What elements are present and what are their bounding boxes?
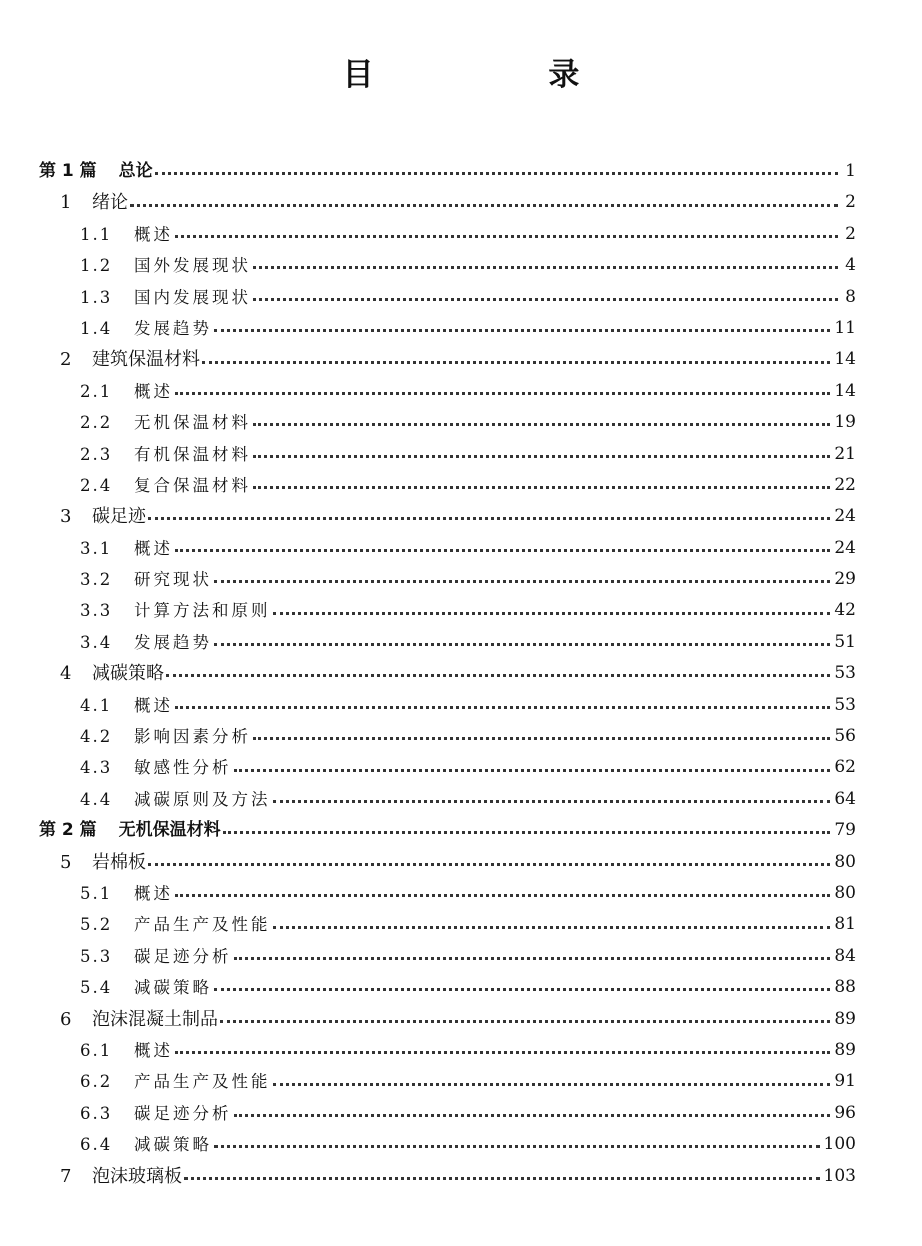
toc-entry-section: [0, 407, 922, 438]
toc-entry-page: 81: [834, 914, 856, 935]
toc-entry-label: [80, 376, 173, 407]
toc-entry-page: 62: [834, 757, 856, 778]
toc-entry-title: 概述: [134, 381, 173, 401]
toc-entry-label: [80, 313, 212, 344]
toc-entry-page: 53: [834, 663, 856, 684]
dot-leader: [148, 863, 830, 866]
toc-entry-number: 3.2: [80, 570, 113, 590]
toc-entry-label: [80, 564, 212, 595]
toc-entry-chapter: [0, 501, 922, 532]
dot-leader: [175, 235, 838, 238]
toc-entry-section: [0, 972, 922, 1003]
dot-leader: [234, 957, 831, 960]
dot-leader: [273, 800, 831, 803]
toc-entry-title: 碳足迹分析: [134, 1103, 232, 1123]
table-of-contents: [0, 156, 922, 1192]
toc-entry-number: 3.3: [80, 601, 113, 621]
toc-entry-number: 1.2: [80, 256, 113, 276]
toc-entry-label: [60, 847, 146, 878]
toc-entry-number: 5.3: [80, 946, 113, 966]
toc-entry-section: [0, 564, 922, 595]
toc-entry-page: 96: [834, 1102, 856, 1123]
toc-entry-section: [0, 941, 922, 972]
toc-entry-page: 4: [845, 255, 856, 276]
dot-leader: [214, 988, 830, 991]
toc-entry-label: [80, 972, 212, 1003]
toc-entry-label: [80, 470, 251, 501]
dot-leader: [130, 204, 838, 207]
toc-entry-number: 1.3: [80, 287, 113, 307]
toc-entry-page: 2: [845, 223, 856, 244]
toc-entry-page: 100: [823, 1134, 856, 1155]
toc-entry-section: [0, 752, 922, 783]
dot-leader: [223, 831, 831, 834]
toc-entry-page: 14: [834, 380, 856, 401]
dot-leader: [253, 423, 830, 426]
toc-entry-label: [80, 1129, 212, 1160]
toc-entry-label: [80, 219, 173, 250]
toc-entry-title: 总论: [118, 161, 153, 181]
dot-leader: [155, 172, 838, 175]
toc-entry-number: 3.4: [80, 632, 113, 652]
toc-entry-page: 56: [834, 726, 856, 747]
dot-leader: [175, 1051, 830, 1054]
toc-entry-section: [0, 878, 922, 909]
toc-entry-label: [80, 909, 271, 940]
toc-entry-title: 发展趋势: [134, 632, 212, 652]
toc-entry-label: [80, 1035, 173, 1066]
toc-entry-page: 22: [834, 474, 856, 495]
toc-entry-section: [0, 376, 922, 407]
toc-entry-page: 64: [834, 788, 856, 809]
toc-entry-page: 91: [834, 1071, 856, 1092]
toc-entry-number: 2.4: [80, 475, 113, 495]
toc-entry-page: 84: [834, 945, 856, 966]
toc-entry-number: 5.2: [80, 915, 113, 935]
toc-entry-page: 24: [834, 506, 856, 527]
toc-entry-number: 6.1: [80, 1040, 113, 1060]
dot-leader: [273, 926, 831, 929]
toc-entry-label: [80, 595, 271, 626]
toc-entry-label: [60, 501, 146, 532]
toc-entry-page: 1: [845, 161, 856, 181]
toc-entry-label: [39, 156, 153, 187]
toc-entry-section: [0, 250, 922, 281]
toc-entry-number: 2: [60, 349, 72, 371]
toc-entry-chapter: [0, 847, 922, 878]
toc-entry-label: [60, 187, 128, 218]
toc-entry-title: 建筑保温材料: [92, 349, 200, 371]
toc-entry-number: 4.3: [80, 758, 113, 778]
toc-entry-label: [80, 690, 173, 721]
toc-entry-label: [80, 752, 232, 783]
toc-entry-section: [0, 1035, 922, 1066]
toc-entry-page: 8: [845, 286, 856, 307]
toc-entry-chapter: [0, 187, 922, 218]
dot-leader: [166, 674, 830, 677]
toc-entry-chapter: [0, 1161, 922, 1192]
toc-entry-label: [80, 627, 212, 658]
toc-entry-section: [0, 627, 922, 658]
toc-entry-label: [80, 941, 232, 972]
toc-entry-title: 泡沫玻璃板: [92, 1165, 182, 1187]
toc-entry-section: [0, 721, 922, 752]
toc-entry-number: 2.3: [80, 444, 113, 464]
toc-entry-label: [80, 250, 251, 281]
toc-entry-section: [0, 219, 922, 250]
toc-entry-title: 复合保温材料: [134, 475, 251, 495]
toc-entry-label: [80, 784, 271, 815]
toc-entry-page: 103: [823, 1165, 856, 1186]
toc-entry-title: 泡沫混凝土制品: [92, 1008, 218, 1030]
toc-entry-title: 概述: [134, 538, 173, 558]
toc-entry-section: [0, 470, 922, 501]
dot-leader: [184, 1177, 820, 1180]
toc-entry-title: 发展趋势: [134, 318, 212, 338]
dot-leader: [253, 737, 830, 740]
toc-entry-title: 无机保温材料: [134, 413, 251, 433]
toc-entry-number: 1.1: [80, 224, 113, 244]
toc-entry-number: 4.1: [80, 695, 113, 715]
toc-entry-number: 2.1: [80, 381, 113, 401]
toc-entry-title: 岩棉板: [92, 851, 146, 873]
toc-entry-section: [0, 1066, 922, 1097]
toc-entry-page: 42: [834, 600, 856, 621]
dot-leader: [234, 769, 831, 772]
toc-entry-section: [0, 909, 922, 940]
toc-entry-page: 24: [834, 537, 856, 558]
toc-entry-number: 5.4: [80, 978, 113, 998]
toc-entry-section: [0, 1129, 922, 1160]
toc-entry-title: 影响因素分析: [134, 727, 251, 747]
toc-entry-number: 6.3: [80, 1103, 113, 1123]
toc-entry-label: [80, 878, 173, 909]
toc-entry-title: 研究现状: [134, 570, 212, 590]
toc-entry-label: [39, 815, 221, 846]
dot-leader: [202, 361, 830, 364]
toc-entry-page: 89: [834, 1008, 856, 1029]
dot-leader: [175, 392, 830, 395]
toc-entry-chapter: [0, 658, 922, 689]
toc-entry-section: [0, 282, 922, 313]
toc-entry-title: 减碳原则及方法: [134, 789, 271, 809]
toc-entry-page: 11: [834, 317, 856, 338]
dot-leader: [175, 549, 830, 552]
toc-entry-part: [0, 815, 922, 846]
toc-entry-title: 概述: [134, 883, 173, 903]
toc-entry-section: [0, 533, 922, 564]
toc-entry-label: [60, 1161, 182, 1192]
toc-entry-label: [60, 344, 200, 375]
dot-leader: [214, 329, 830, 332]
toc-entry-page: 80: [834, 851, 856, 872]
toc-entry-number: 3.1: [80, 538, 113, 558]
dot-leader: [214, 1145, 820, 1148]
toc-entry-number: 3: [60, 506, 72, 528]
toc-entry-number: 7: [60, 1165, 72, 1187]
toc-entry-number: 第 2 篇: [39, 820, 97, 841]
toc-entry-number: 6.4: [80, 1135, 113, 1155]
toc-entry-title: 无机保温材料: [118, 820, 221, 841]
toc-entry-chapter: [0, 1004, 922, 1035]
toc-entry-label: [80, 282, 251, 313]
toc-entry-number: 6: [60, 1008, 72, 1030]
toc-entry-page: 53: [834, 694, 856, 715]
toc-entry-number: 2.2: [80, 413, 113, 433]
dot-leader: [273, 1083, 831, 1086]
toc-entry-title: 减碳策略: [134, 1135, 212, 1155]
toc-entry-title: 产品生产及性能: [134, 915, 271, 935]
toc-entry-label: [80, 1098, 232, 1129]
dot-leader: [175, 894, 830, 897]
toc-entry-title: 减碳策略: [134, 978, 212, 998]
toc-entry-title: 国内发展现状: [134, 287, 251, 307]
toc-entry-number: 1: [60, 192, 72, 214]
page-title: 目 录: [342, 57, 662, 93]
toc-entry-label: [60, 658, 164, 689]
toc-entry-label: [80, 1066, 271, 1097]
dot-leader: [253, 455, 830, 458]
toc-entry-page: 19: [834, 412, 856, 433]
toc-entry-number: 4: [60, 663, 72, 685]
dot-leader: [220, 1020, 830, 1023]
toc-entry-title: 国外发展现状: [134, 256, 251, 276]
toc-entry-label: [80, 533, 173, 564]
toc-entry-page: 89: [834, 1039, 856, 1060]
dot-leader: [253, 298, 838, 301]
toc-entry-section: [0, 1098, 922, 1129]
toc-entry-title: 敏感性分析: [134, 758, 232, 778]
toc-entry-page: 29: [834, 569, 856, 590]
toc-entry-section: [0, 690, 922, 721]
toc-entry-number: 第 1 篇: [39, 161, 97, 181]
toc-entry-title: 碳足迹: [92, 506, 146, 528]
toc-entry-page: 2: [845, 192, 856, 213]
toc-entry-label: [80, 721, 251, 752]
toc-entry-page: 14: [834, 349, 856, 370]
toc-entry-title: 有机保温材料: [134, 444, 251, 464]
toc-entry-section: [0, 784, 922, 815]
toc-entry-part: [0, 156, 922, 187]
toc-entry-number: 1.4: [80, 318, 113, 338]
toc-entry-section: [0, 439, 922, 470]
dot-leader: [148, 517, 830, 520]
toc-entry-number: 4.4: [80, 789, 113, 809]
dot-leader: [273, 612, 831, 615]
toc-entry-number: 6.2: [80, 1072, 113, 1092]
dot-leader: [175, 706, 830, 709]
toc-entry-title: 绪论: [92, 192, 128, 214]
toc-entry-label: [80, 407, 251, 438]
toc-entry-page: 79: [834, 820, 856, 841]
toc-entry-title: 概述: [134, 224, 173, 244]
toc-entry-title: 计算方法和原则: [134, 601, 271, 621]
toc-entry-title: 概述: [134, 695, 173, 715]
toc-entry-chapter: [0, 344, 922, 375]
toc-entry-number: 5: [60, 851, 72, 873]
toc-entry-page: 51: [834, 631, 856, 652]
dot-leader: [214, 643, 830, 646]
dot-leader: [253, 266, 838, 269]
toc-entry-page: 21: [834, 443, 856, 464]
toc-entry-title: 产品生产及性能: [134, 1072, 271, 1092]
toc-entry-number: 5.1: [80, 883, 113, 903]
toc-entry-title: 碳足迹分析: [134, 946, 232, 966]
toc-entry-label: [60, 1004, 218, 1035]
dot-leader: [253, 486, 830, 489]
toc-entry-title: 概述: [134, 1040, 173, 1060]
dot-leader: [234, 1114, 831, 1117]
toc-entry-page: 80: [834, 882, 856, 903]
toc-entry-section: [0, 595, 922, 626]
toc-entry-number: 4.2: [80, 727, 113, 747]
toc-entry-label: [80, 439, 251, 470]
dot-leader: [214, 580, 830, 583]
toc-entry-section: [0, 313, 922, 344]
toc-entry-page: 88: [834, 977, 856, 998]
toc-entry-title: 减碳策略: [92, 663, 164, 685]
